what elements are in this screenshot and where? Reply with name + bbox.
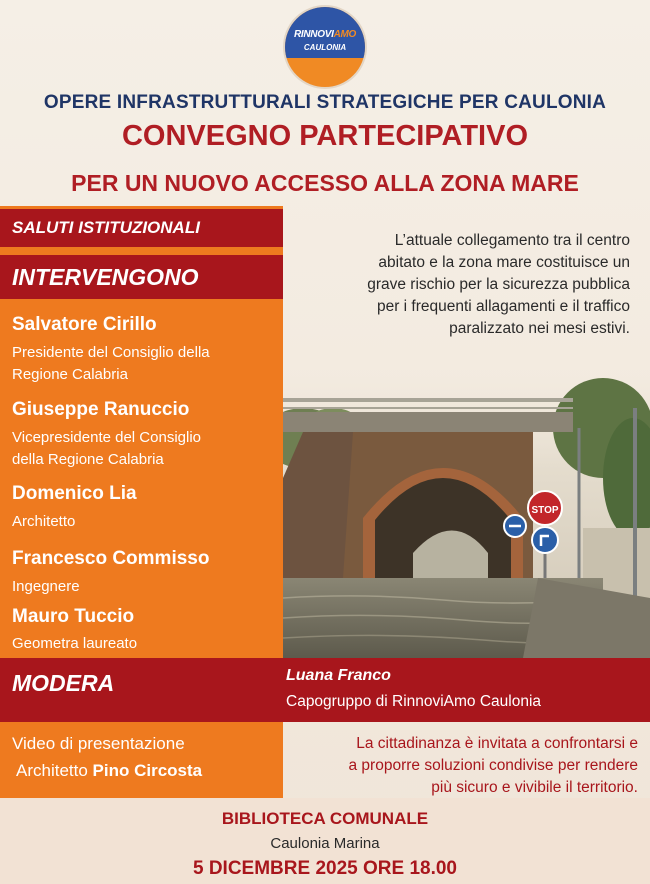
intro-line: per i frequenti allagamenti e il traffico bbox=[376, 298, 630, 315]
speaker-role-line: Vicepresidente del Consiglio bbox=[12, 429, 202, 446]
saluti-istituzionali-bar: SALUTI ISTITUZIONALI bbox=[0, 209, 283, 247]
moderator-name: Luana Franco bbox=[286, 667, 391, 684]
speaker-role bbox=[12, 342, 277, 386]
stop-sign-text: STOP bbox=[531, 505, 559, 516]
invite-line: più sicuro e vivibile il territorio. bbox=[431, 779, 638, 796]
invite-paragraph bbox=[292, 733, 638, 799]
header-tagline: PER UN NUOVO ACCESSO ALLA ZONA MARE bbox=[71, 170, 579, 196]
logo-line1 bbox=[285, 29, 365, 40]
speaker-role bbox=[12, 511, 277, 533]
invite-line: La cittadinanza è invitata a confrontarsi e bbox=[356, 735, 638, 752]
speaker-role bbox=[12, 633, 277, 655]
video-presenter-name: Pino Circosta bbox=[92, 761, 203, 780]
logo-amo-text: AMO bbox=[333, 29, 356, 40]
speaker-role-line: Regione Calabria bbox=[12, 366, 128, 383]
speaker-role bbox=[12, 427, 277, 471]
invite-line: a proporre soluzioni condivise per rendere bbox=[348, 757, 638, 774]
intervengono-bar: INTERVENGONO bbox=[0, 255, 283, 299]
speaker-role-line: Architetto bbox=[12, 513, 76, 530]
flooded-underpass-photo bbox=[283, 368, 650, 658]
moderator-role: Capogruppo di RinnoviAmo Caulonia bbox=[286, 693, 542, 710]
speaker-role-line: Ingegnere bbox=[12, 578, 80, 595]
speaker-name: Mauro Tuccio bbox=[12, 606, 135, 627]
video-presenter-title: Architetto bbox=[16, 761, 93, 780]
intro-line: paralizzato nei mesi estivi. bbox=[449, 320, 630, 337]
speaker-name: Giuseppe Ranuccio bbox=[12, 399, 190, 420]
venue-place: Caulonia Marina bbox=[270, 835, 380, 852]
rinnoviamo-logo bbox=[283, 5, 367, 89]
video-presenter bbox=[16, 761, 202, 781]
video-title: Video di presentazione bbox=[12, 734, 185, 753]
intro-line: abitato e la zona mare costituisce un bbox=[378, 254, 630, 271]
intro-paragraph bbox=[300, 230, 630, 340]
speaker-role-line: della Regione Calabria bbox=[12, 451, 164, 468]
intro-line: L’attuale collegamento tra il centro bbox=[394, 232, 630, 249]
speaker-name: Salvatore Cirillo bbox=[12, 314, 157, 335]
event-date: 5 DICEMBRE 2025 ORE 18.00 bbox=[192, 858, 457, 879]
speaker-role bbox=[12, 576, 277, 598]
speaker-name: Francesco Commisso bbox=[12, 548, 210, 569]
intro-line: grave rischio per la sicurezza pubblica bbox=[367, 276, 630, 293]
speaker-name: Domenico Lia bbox=[12, 483, 137, 504]
speaker-role-line: Presidente del Consiglio della bbox=[12, 344, 210, 361]
header-subtitle: OPERE INFRASTRUTTURALI STRATEGICHE PER CAULONIA bbox=[43, 92, 607, 113]
speaker-role-line: Geometra laureato bbox=[12, 635, 138, 652]
logo-line2: CAULONIA bbox=[303, 43, 347, 52]
header-title: CONVEGNO PARTECIPATIVO bbox=[121, 120, 529, 152]
venue-name: BIBLIOTECA COMUNALE bbox=[221, 809, 429, 828]
logo-rinnovi-text: RINNOVI bbox=[293, 29, 334, 40]
modera-label: MODERA bbox=[12, 670, 115, 696]
